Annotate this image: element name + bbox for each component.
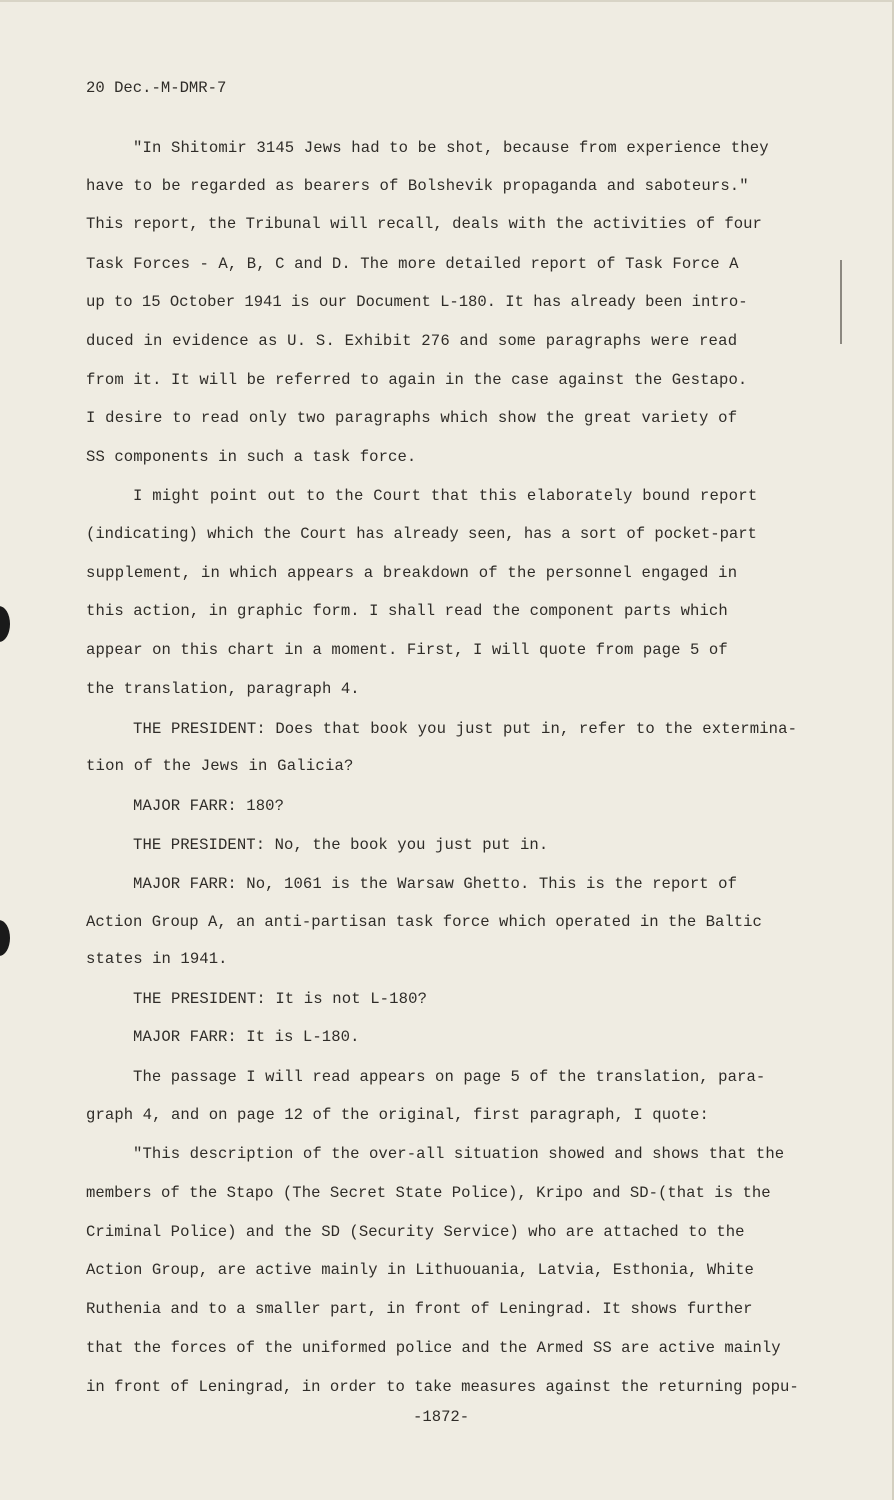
text-line: MAJOR FARR: It is L-180. [133,1028,360,1046]
text-line: Task Forces - A, B, C and D. The more detailed report of Task Force A [86,255,739,273]
text-line: up to 15 October 1941 is our Document L-180. It has already been intro- [86,293,748,311]
text-line: MAJOR FARR: No, 1061 is the Warsaw Ghetto. This is the report of [133,875,738,893]
text-line: The passage I will read appears on page 5 of the translation, para- [133,1068,766,1086]
document-header-id: 20 Dec.-M-DMR-7 [86,79,227,97]
text-line: MAJOR FARR: 180? [133,797,285,815]
text-line: graph 4, and on page 12 of the original, first paragraph, I quote: [86,1106,709,1124]
text-line: tion of the Jews in Galicia? [86,757,354,775]
text-line: in front of Leningrad, in order to take measures against the returning popu- [86,1378,799,1396]
text-line: "This description of the over-all situation showed and shows that the [133,1145,785,1163]
text-line: "In Shitomir 3145 Jews had to be shot, because from experience they [133,139,769,157]
punch-hole [0,606,10,642]
margin-mark [840,260,842,344]
text-line: states in 1941. [86,950,228,968]
text-line: Action Group A, an anti-partisan task force which operated in the Baltic [86,913,762,931]
text-line: This report, the Tribunal will recall, deals with the activities of four [86,215,762,233]
text-line: Criminal Police) and the SD (Security Service) who are attached to the [86,1223,745,1241]
text-line: from it. It will be referred to again in the case against the Gestapo. [86,371,748,389]
text-line: I might point out to the Court that this elaborately bound report [133,487,758,505]
text-line: the translation, paragraph 4. [86,680,360,698]
text-line: THE PRESIDENT: It is not L-180? [133,990,428,1008]
text-line: that the forces of the uniformed police and the Armed SS are active mainly [86,1339,781,1357]
text-line: THE PRESIDENT: No, the book you just put in. [133,836,549,854]
text-line: have to be regarded as bearers of Bolshevik propaganda and saboteurs." [86,177,749,195]
text-line: appear on this chart in a moment. First, I will quote from page 5 of [86,641,728,659]
page-number: -1872- [413,1408,470,1426]
text-line: supplement, in which appears a breakdown of the personnel engaged in [86,564,738,582]
text-line: (indicating) which the Court has already seen, has a sort of pocket-part [86,525,757,543]
text-line: this action, in graphic form. I shall read the component parts which [86,602,728,620]
punch-hole [0,920,10,956]
text-line: I desire to read only two paragraphs which show the great variety of [86,409,738,427]
text-line: Action Group, are active mainly in Lithuouania, Latvia, Esthonia, White [86,1261,754,1279]
text-line: THE PRESIDENT: Does that book you just put in, refer to the extermina- [133,720,798,738]
text-line: SS components in such a task force. [86,448,417,466]
text-line: duced in evidence as U. S. Exhibit 276 and some paragraphs were read [86,332,738,350]
text-line: Ruthenia and to a smaller part, in front of Leningrad. It shows further [86,1300,753,1318]
text-line: members of the Stapo (The Secret State Police), Kripo and SD-(that is the [86,1184,771,1202]
